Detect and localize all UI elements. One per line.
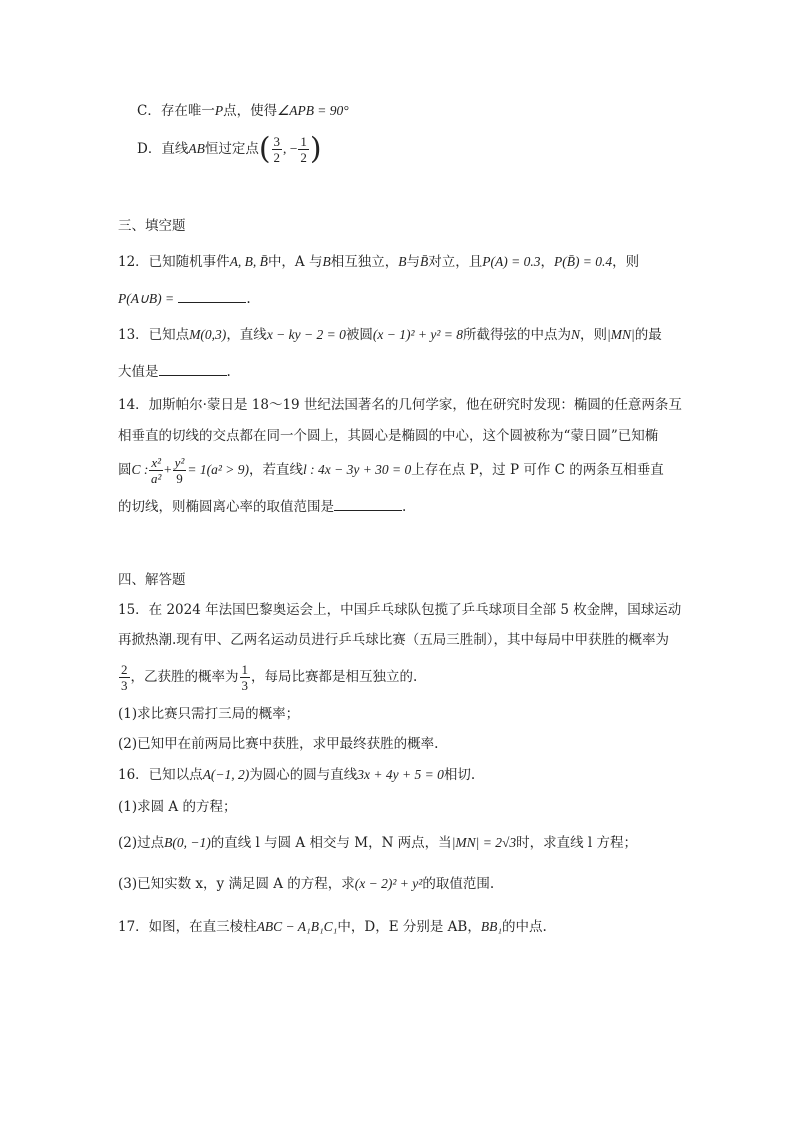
question-15-line-1: 15．在 2024 年法国巴黎奥运会上，中国乒乓球队包揽了乒乓球项目全部 5 枚金牌，国球运动 — [118, 602, 682, 618]
question-12-line-2: P(A∪B) = . — [118, 288, 251, 309]
question-13-line-1: 13．已知点M(0,3)，直线x − ky − 2 = 0被圆(x − 1)² + y² = 8所截得弦的中点为N，则|MN|的最 — [118, 327, 662, 343]
fraction: $\frac{\text{x²}}{\text{a²}}$ — [151, 455, 162, 486]
question-15-line-3: $\frac{2}{3}$ ，乙获胜的概率为 $\frac{1}{3}$ ，每局比赛都是相互独立的. — [121, 662, 418, 693]
section-title: 三、填空题 — [118, 218, 186, 234]
question-16-part-3: (3)已知实数 x，y 满足圆 A 的方程，求(x − 2)² + y²的取值范围. — [118, 876, 495, 892]
question-15-part-2: (2)已知甲在前两局比赛中获胜，求甲最终获胜的概率. — [118, 736, 439, 752]
section-title: 四、解答题 — [118, 572, 186, 588]
question-17-line-1: 17．如图，在直三棱柱ABC − A₁B₁C₁中，D，E 分别是 AB，BB₁的中点. — [118, 919, 547, 935]
question-13-line-2: 大值是 . — [118, 361, 231, 382]
question-14-line-1: 14．加斯帕尔·蒙日是 18～19 世纪法国著名的几何学家，他在研究时发现：椭圆的任意两条互 — [118, 397, 682, 413]
fraction: $\frac{2}{3}$ — [121, 662, 128, 693]
question-16-part-2: (2)过点B(0, −1)的直线 l 与圆 A 相交与 M，N 两点，当|MN| = 2√3时，求直线 l 方程； — [118, 835, 638, 851]
option-d: D．直线AB恒过定点( $\frac{3}{2}$ , − $\frac{1}{2}$ ) — [137, 131, 322, 167]
question-14-line-3: 圆C : $\frac{\text{x²}}{\text{a²}}$ + $\frac{\text{y²}}{9}$ = 1(a² > 9)，若直线l : 4x − 3y + 30 = 0上存在点 P，过 P 可作 C 的两条互相垂直 — [118, 455, 664, 486]
fraction: $\frac{1}{3}$ — [241, 662, 248, 693]
left-paren: ( — [258, 131, 271, 167]
question-14-line-4: 的切线，则椭圆离心率的取值范围是 . — [118, 496, 406, 517]
fraction: $\frac{3}{2}$ — [273, 134, 281, 165]
question-15-line-2: 再掀热潮.现有甲、乙两名运动员进行乒乓球比赛（五局三胜制），其中每局中甲获胜的概率为 — [118, 632, 670, 648]
question-12-line-1: 12．已知随机事件A, B, B̄中，A 与B相互独立，B与B̄对立，且P(A) = 0.3，P(B̄) = 0.4，则 — [118, 254, 640, 270]
fraction: $\frac{1}{2}$ — [300, 134, 307, 165]
answer-blank[interactable] — [159, 361, 227, 376]
option-c: C．存在唯一P点，使得∠APB = 90° — [137, 103, 349, 119]
answer-blank[interactable] — [334, 496, 402, 511]
question-15-part-1: (1)求比赛只需打三局的概率； — [118, 706, 300, 722]
question-14-line-2: 相垂直的切线的交点都在同一个圆上，其圆心是椭圆的中心，这个圆被称为“蒙日圆”已知椭 — [118, 428, 659, 444]
answer-blank[interactable] — [178, 288, 246, 303]
question-16-part-1: (1)求圆 A 的方程； — [118, 799, 237, 815]
right-paren: ) — [309, 131, 322, 167]
question-16-line-1: 16．已知以点A(−1, 2)为圆心的圆与直线3x + 4y + 5 = 0相切. — [118, 767, 476, 783]
fraction: $\frac{\text{y²}}{9}$ — [174, 455, 185, 486]
